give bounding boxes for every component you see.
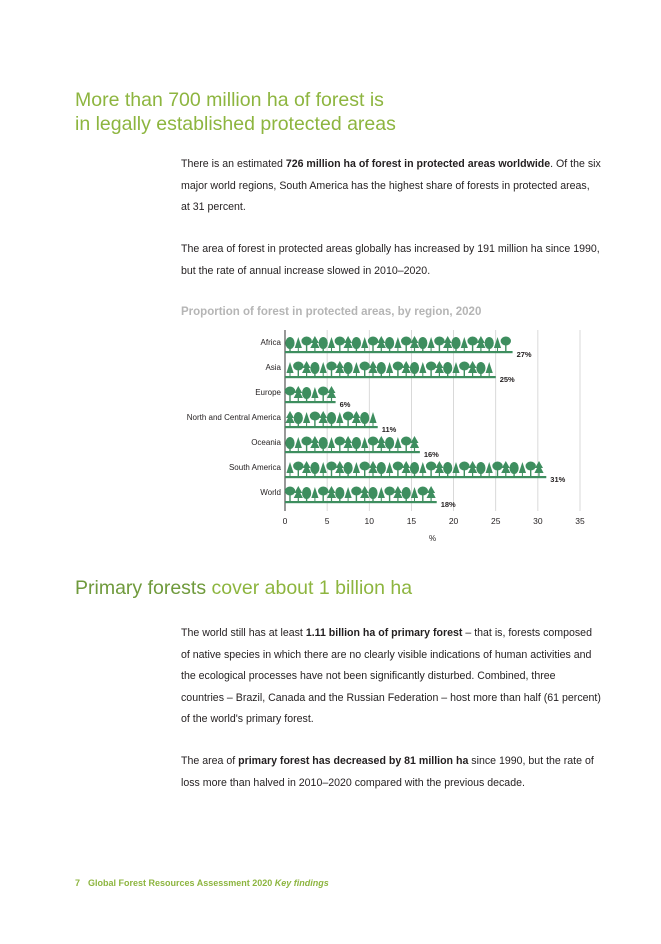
text-run: The world still has at least [181, 627, 306, 639]
x-tick-label: 25 [490, 516, 501, 526]
x-tick-label: 20 [448, 516, 459, 526]
category-label: Oceania [251, 438, 281, 447]
data-label: 25% [499, 375, 515, 384]
heading-line-1: More than 700 million ha of forest is [75, 89, 384, 111]
category-label: South America [228, 463, 281, 472]
category-label: Europe [255, 388, 281, 397]
text-run: since 1990, but the rate of loss more than halved in 2010–2020 compared with the previous decade. [181, 755, 594, 789]
protected-areas-chart [170, 330, 600, 550]
text-run: The area of [181, 755, 239, 767]
page-footer [75, 878, 329, 888]
bar-south-america [285, 461, 546, 478]
bold-text-run: 1.11 billion ha of primary forest [305, 627, 463, 639]
bar-africa [285, 336, 513, 353]
section-heading-protected-areas [75, 88, 495, 136]
bar-world [285, 486, 437, 503]
data-label: 18% [440, 500, 456, 509]
footer-emphasis: Key findings [274, 878, 329, 888]
x-tick-label: 35 [575, 516, 585, 526]
category-label: Africa [260, 338, 281, 347]
x-tick-label: 5 [324, 516, 330, 526]
heading-part-b: cover about 1 billion ha [211, 577, 413, 599]
chart-title: Proportion of forest in protected areas, by region, 2020 [181, 306, 482, 318]
data-label: 16% [423, 450, 439, 459]
bold-text-run: 726 million ha of forest in protected areas worldwide [285, 158, 551, 170]
bar-oceania [285, 436, 420, 453]
x-axis-label: % [428, 534, 437, 543]
paragraph-protected-areas-estimate [181, 154, 601, 219]
category-label: World [260, 488, 281, 497]
section-heading-primary-forests [75, 576, 595, 600]
text-run: . Of the six major world regions, South America has the highest share of forests in protected areas, at 31 percent. [181, 158, 601, 213]
data-label: 11% [381, 425, 397, 434]
data-label: 27% [516, 350, 532, 359]
category-label: North and Central America [186, 413, 281, 422]
page-number: 7 [75, 878, 81, 888]
text-run: – that is, forests composed of native species in which there are no clearly visible indications of human activities and the ecological processes have not been significantly disturbed. Combined, three countries – Brazil, Canada and the Russian Federation – host more than half (61 percent) of the world's primary forest. [181, 627, 601, 725]
bar-asia [285, 361, 496, 378]
paragraph-primary-forest-loss [181, 751, 601, 794]
x-tick-label: 30 [533, 516, 543, 526]
bar-europe [285, 386, 336, 403]
data-label: 6% [339, 400, 351, 409]
heading-part-a: Primary forests [75, 577, 212, 599]
heading-line-2: in legally established protected areas [75, 113, 396, 135]
x-tick-label: 10 [364, 516, 375, 526]
paragraph-primary-forest-definition [181, 623, 601, 731]
text-run: There is an estimated [181, 158, 286, 170]
category-label: Asia [265, 363, 281, 372]
bold-text-run: primary forest has decreased by 81 million ha [238, 755, 469, 767]
x-tick-label: 15 [406, 516, 417, 526]
x-tick-label: 0 [282, 516, 288, 526]
data-label: 31% [550, 475, 566, 484]
footer-text: Global Forest Resources Assessment 2020 [88, 878, 275, 888]
bar-north-and-central-america [285, 411, 378, 428]
paragraph-protected-areas-trend: The area of forest in protected areas globally has increased by 191 million ha since 1990, but the rate of annual increase slowed in 2010–2020. [181, 243, 600, 277]
